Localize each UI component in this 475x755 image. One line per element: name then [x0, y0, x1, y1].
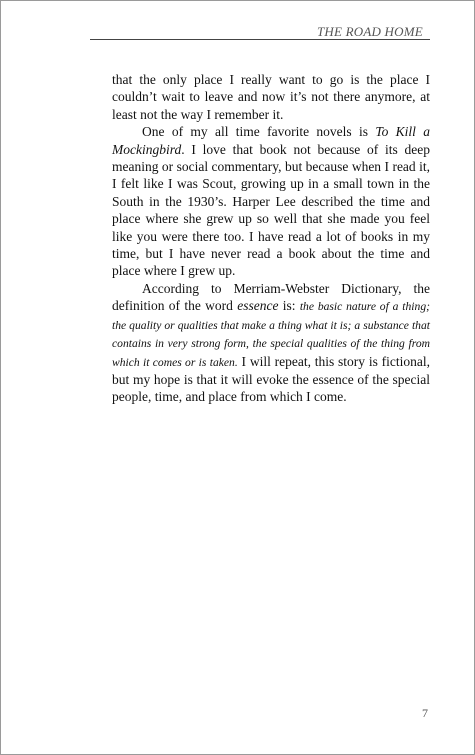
paragraph-2 — [112, 123, 430, 280]
text-segment: I will repeat, this story is fictional, but my hope is that it will evoke the essence of the special people, time, and place from which I come. — [112, 353, 430, 405]
defined-word-italic: essence — [237, 298, 279, 314]
body-text — [112, 71, 430, 406]
header-rule — [90, 39, 430, 40]
text-segment: One of my all time favorite novels is — [142, 124, 376, 140]
paragraph-3 — [112, 280, 430, 406]
text-segment: that the only place I really want to go is the place I couldn’t wait to leave and now it’s not there anymore, at least not the way I remember it. — [112, 72, 430, 122]
running-head-title: THE ROAD HOME — [317, 24, 423, 39]
text-segment: . I love that book not because of its deep meaning or social commentary, but because when I read it, I felt like I was Scout, growing up in a small town in the South in the 1930’s. Harper Lee described the time and place where she grew up so well that she made you feel like you were there too. I have read a lot of books in my time, but I have never read a book about the time and place where I grew up. — [112, 141, 430, 279]
book-title-italic: To Kill a Mockingbird — [112, 124, 431, 157]
definition-italic: the basic nature of a thing; the quality or qualities that make a thing what it is; a substance that contains in very strong form, the special qualities of the thing from which it comes or is taken. — [112, 300, 430, 369]
page-number: 7 — [422, 706, 428, 720]
text-segment: According to Merriam-Webster Dictionary, the definition of the word — [112, 280, 430, 314]
text-segment: is: — [278, 298, 300, 314]
paragraph-1 — [112, 71, 430, 123]
